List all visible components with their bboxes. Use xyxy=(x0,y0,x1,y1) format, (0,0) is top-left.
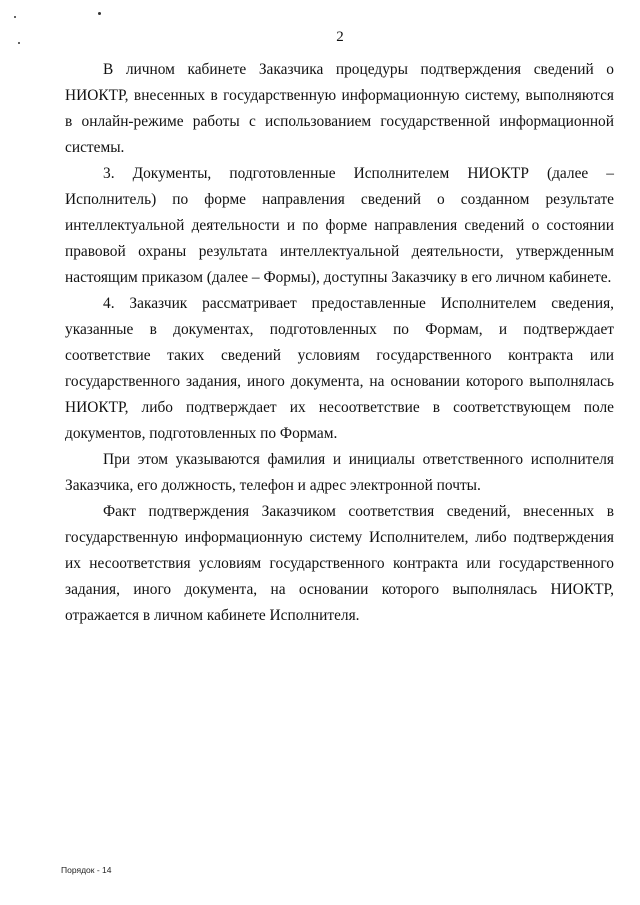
footer-label: Порядок - 14 xyxy=(61,865,112,875)
scan-speck xyxy=(14,16,16,18)
paragraph-confirmation-fact: Факт подтверждения Заказчиком соответствия сведений, внесенных в государственную информационную систему Исполнителем, либо подтверждения их несоответствия условиям государственного контракта или государственного задания, иного документа, на основании которого выполнялась НИОКТР, отражается в личном кабинете Исполнителя. xyxy=(65,503,614,624)
document-body xyxy=(65,57,614,629)
page-number: 2 xyxy=(336,29,344,45)
paragraph-responsible-person: При этом указываются фамилия и инициалы ответственного исполнителя Заказчика, его должность, телефон и адрес электронной почты. xyxy=(65,451,614,494)
paragraph-item-3-documents: 3. Документы, подготовленные Исполнителем НИОКТР (далее – Исполнитель) по форме направления сведений о созданном результате интеллектуальной деятельности и по форме направления сведений о состоянии правовой охраны результата интеллектуальной деятельности, утвержденным настоящим приказом (далее – Формы), доступны Заказчику в его личном кабинете. xyxy=(65,165,614,286)
scan-speck xyxy=(18,42,20,44)
scan-speck xyxy=(98,12,101,15)
paragraph-personal-cabinet: В личном кабинете Заказчика процедуры подтверждения сведений о НИОКТР, внесенных в государственную информационную систему, выполняются в онлайн-режиме работы с использованием государственной информационной системы. xyxy=(65,61,614,156)
paragraph-item-4-customer-review: 4. Заказчик рассматривает предоставленные Исполнителем сведения, указанные в документах, подготовленных по Формам, и подтверждает соответствие таких сведений условиям государственного контракта или государственного задания, иного документа, на основании которого выполнялась НИОКТР, либо подтверждает их несоответствие в соответствующем поле документов, подготовленных по Формам. xyxy=(65,295,614,442)
